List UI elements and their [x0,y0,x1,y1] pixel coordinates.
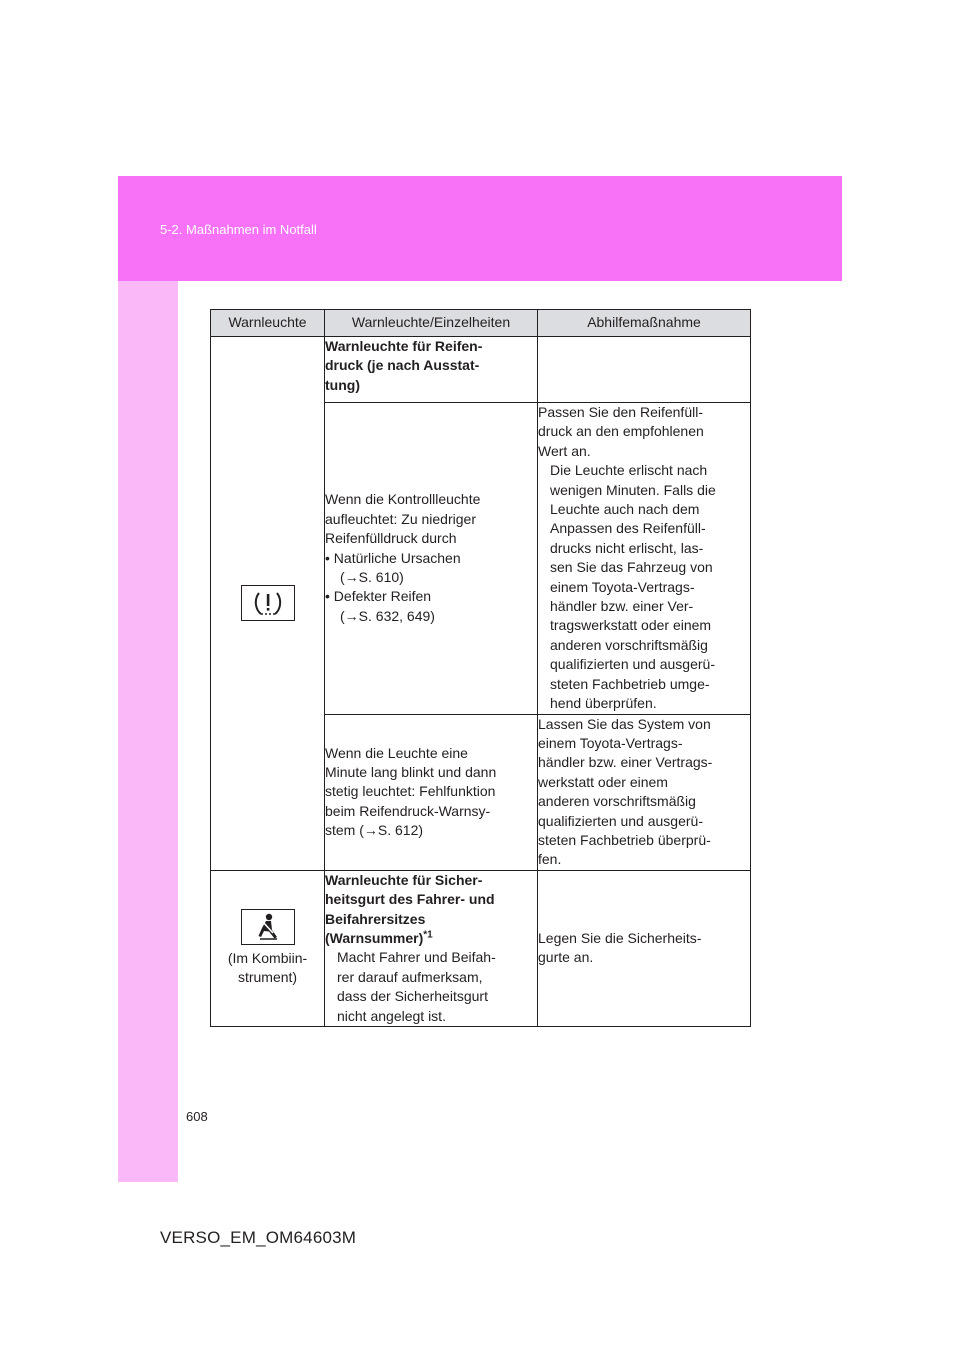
remedy-line: werkstatt oder einem [538,773,668,790]
section-title: 5-2. Maßnahmen im Notfall [160,222,317,237]
remedy-line: sen Sie das Fahrzeug von [550,559,713,576]
remedy-line: einem Toyota-Vertrags- [550,578,695,595]
detail-line: nicht angelegt ist. [337,1007,446,1024]
page-number: 608 [186,1109,208,1124]
remedy-line: Lassen Sie das System von [538,715,711,732]
detail-line: dass der Sicherheitsgurt [337,988,488,1005]
tire-pressure-warning-icon [241,585,295,621]
tpms-title-cell [325,337,538,403]
page-reference: (→S. 632, 649) [340,607,435,624]
tpms-detail-cell [325,403,538,715]
seatbelt-title-line: Beifahrersitzes [325,910,426,927]
remedy-line: Leuchte auch nach dem [550,501,700,518]
detail-line: rer darauf aufmerksam, [337,968,483,985]
remedy-line: hend überprüfen. [550,695,657,712]
remedy-line: fen. [538,851,562,868]
table-row [211,337,751,403]
bullet-item: • Natürliche Ursachen [325,549,461,566]
tpms-title-line: druck (je nach Ausstat- [325,357,480,374]
page-reference: (→S. 610) [340,568,404,585]
seatbelt-icon-cell [211,870,325,1026]
column-header-warnleuchte: Warnleuchte [211,310,325,337]
remedy-line: Anpassen des Reifenfüll- [550,520,706,537]
remedy-line: drucks nicht erlischt, las- [550,539,704,556]
remedy-line: steten Fachbetrieb umge- [550,675,710,692]
remedy-line: gurte an. [538,949,594,966]
tpms-title-remedy-cell [538,337,751,403]
warning-light-table [210,309,751,1027]
footnote-marker: *1 [423,929,433,941]
remedy-line: händler bzw. einer Ver- [550,598,694,615]
tpms-icon-cell [211,337,325,871]
remedy-line: Passen Sie den Reifenfüll- [538,404,703,420]
table-row [211,870,751,1026]
side-band [118,281,178,1182]
remedy-line: Die Leuchte erlischt nach [550,462,708,479]
document-code: VERSO_EM_OM64603M [160,1228,357,1247]
tpms-title-line: tung) [325,376,360,393]
remedy-line: Wert an. [538,442,591,459]
detail-line: Reifenfülldruck durch [325,530,457,547]
detail-line: Minute lang blinkt und dann [325,764,497,781]
remedy-line: wenigen Minuten. Falls die [550,481,716,498]
tpms-malfunction-cell [325,714,538,870]
remedy-line: Legen Sie die Sicherheits- [538,929,702,946]
detail-line: aufleuchtet: Zu niedriger [325,510,476,527]
tpms-malfunction-remedy-cell [538,714,751,870]
tpms-title-line: Warnleuchte für Reifen- [325,338,483,354]
detail-line: stem (→S. 612) [325,822,424,839]
table-header-row [211,310,751,337]
seatbelt-title-line: Warnleuchte für Sicher- [325,871,483,888]
remedy-line: tragswerkstatt oder einem [550,617,712,634]
detail-line: stetig leuchtet: Fehlfunktion [325,783,496,800]
tpms-remedy-cell [538,403,751,715]
seatbelt-remedy-cell [538,870,751,1026]
remedy-line: qualifizierten und ausgerü- [538,812,703,829]
caption-line: (Im Kombiin- [227,949,308,966]
icon-caption [211,949,324,988]
detail-line: beim Reifendruck-Warnsy- [325,802,491,819]
remedy-line: einem Toyota-Vertrags- [538,734,683,751]
seatbelt-title-line [325,929,537,948]
remedy-line: händler bzw. einer Vertrags- [538,754,713,771]
column-header-details: Warnleuchte/Einzelheiten [325,310,538,337]
seatbelt-title-line: heitsgurt des Fahrer- und [325,891,495,908]
remedy-line: druck an den empfohlenen [538,423,704,440]
seatbelt-title-text: (Warnsummer) [325,929,424,946]
remedy-line: anderen vorschriftsmäßig [538,793,696,810]
seatbelt-warning-icon [241,909,295,945]
bullet-item: • Defekter Reifen [325,588,432,605]
detail-line: Macht Fahrer und Beifah- [337,949,496,966]
remedy-line: qualifizierten und ausgerü- [550,656,715,673]
seatbelt-detail-cell [325,870,538,1026]
remedy-line: steten Fachbetrieb überprü- [538,831,711,848]
caption-line: strument) [237,969,298,986]
column-header-remedy: Abhilfemaßnahme [538,310,751,337]
remedy-line: anderen vorschriftsmäßig [550,636,708,653]
detail-line: Wenn die Leuchte eine [325,744,468,761]
detail-line: Wenn die Kontrollleuchte [325,491,481,508]
